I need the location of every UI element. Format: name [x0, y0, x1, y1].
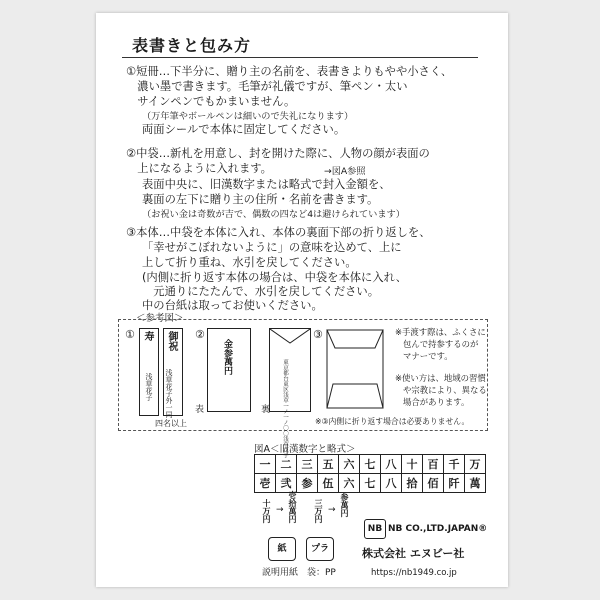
- tanzaku-oiwai: [163, 328, 183, 416]
- table-cell: 二: [276, 455, 297, 474]
- example1-to: 壱拾萬円: [288, 491, 297, 523]
- section1-line2: 濃い墨で書きます。毛筆が礼儀ですが、筆ペン・太い: [126, 80, 408, 93]
- back-address: 東京都台東区浅草一ノ一ノ〇〇浅草花子: [282, 359, 288, 458]
- section3-line5: 元通りにたたんで、水引を戻してください。: [142, 285, 380, 298]
- example1-from: 十万円: [262, 499, 271, 523]
- note-line1: ※手渡す際は、ふくさに: [395, 327, 486, 337]
- recycle-label: 説明用紙 袋：PP: [262, 568, 336, 578]
- tanzaku-kotobuki: [139, 328, 159, 416]
- nb-logo: NB: [364, 519, 386, 539]
- table-cell: 万: [465, 455, 486, 474]
- table-cell: 五: [318, 455, 339, 474]
- section2-note: （お祝い金は奇数が吉で、偶数の四など4は避けられています）: [142, 209, 405, 220]
- example2-arrow-icon: →: [328, 505, 336, 515]
- section2-line1: ②中袋…新札を用意し、封を開けた際に、人物の顔が表面の: [126, 147, 430, 160]
- kanji-row-formal: [255, 474, 486, 493]
- table-cell: 六: [339, 455, 360, 474]
- plastic-recycle-icon: プラ: [306, 537, 334, 561]
- table-cell: 一: [255, 455, 276, 474]
- section1-note: （万年筆やボールペンは細いので失礼になります）: [142, 111, 354, 122]
- table-cell: 八: [381, 455, 402, 474]
- table-cell: 千: [444, 455, 465, 474]
- table-cell: 伍: [318, 474, 339, 493]
- inner-envelope-back: [269, 328, 311, 458]
- page-title: 表書きと包み方: [132, 36, 252, 55]
- table-cell: 弐: [276, 474, 297, 493]
- section3-line4: (内側に折り返す本体の場合は、中袋を本体に入れ、: [142, 271, 407, 284]
- kanji-row-modern: [255, 455, 486, 474]
- back-label: 裏: [261, 405, 271, 415]
- folded-envelope-icon: [325, 328, 389, 412]
- section1-line3: サインペンでもかまいません。: [126, 95, 296, 108]
- instruction-card: [96, 13, 508, 587]
- table-cell: 阡: [444, 474, 465, 493]
- section3-line6: 中の台紙は取ってお使いください。: [142, 299, 323, 312]
- table-cell: 萬: [465, 474, 486, 493]
- fig1-number: ①: [125, 328, 135, 341]
- tanzaku-oiwai-name: 浅草花子外一同: [165, 369, 173, 418]
- section1-line1: ①短冊…下半分に、贈り主の名前を、表書きよりもやや小さく、: [126, 65, 453, 78]
- paper-recycle-icon: 紙: [268, 537, 296, 561]
- front-label: 表: [195, 405, 205, 415]
- tanzaku-kotobuki-top: 寿: [142, 331, 153, 341]
- example2-from: 三万円: [314, 499, 323, 523]
- section2-line2: 上になるように入れます。: [126, 162, 272, 175]
- table-cell: 六: [339, 474, 360, 493]
- table-cell: 十: [402, 455, 423, 474]
- front-amount: 金参萬円: [222, 339, 232, 375]
- table-cell: 壱: [255, 474, 276, 493]
- company-name: 株式会社 エヌビー社: [362, 547, 465, 560]
- section3-line1: ③本体…中袋を本体に入れ、本体の裏面下部の折り返しを、: [126, 226, 431, 239]
- table-cell: 三: [297, 455, 318, 474]
- kanji-table-title: 図A＜旧漢数字と略式＞: [254, 444, 356, 455]
- table-cell: 七: [360, 474, 381, 493]
- note-line6: 場合があります。: [403, 397, 470, 407]
- fig1-caption: 四名以上: [155, 419, 187, 428]
- section2-line4: 裏面の左下に贈り主の住所・名前を書きます。: [142, 193, 379, 206]
- note-line5: や宗教により、異なる: [403, 385, 487, 395]
- table-cell: 拾: [402, 474, 423, 493]
- table-cell: 佰: [423, 474, 444, 493]
- table-cell: 参: [297, 474, 318, 493]
- reference-title: ＜参考図＞: [136, 313, 184, 324]
- title-underline: [122, 57, 478, 58]
- table-cell: 八: [381, 474, 402, 493]
- brand-text: NB CO.,LTD.JAPAN®: [388, 524, 488, 534]
- tanzaku-kotobuki-name: 浅草花子: [145, 373, 153, 401]
- tanzaku-oiwai-top: 御祝: [166, 331, 177, 351]
- section3-line2: 「幸せがこぼれないように」の意味を込めて、上に: [142, 241, 402, 254]
- table-cell: 七: [360, 455, 381, 474]
- example1-arrow-icon: →: [276, 505, 284, 515]
- note-line3: マナーです。: [403, 351, 453, 361]
- fig3-number: ③: [313, 328, 323, 341]
- section1-after: 両面シールで本体に固定してください。: [142, 123, 346, 136]
- note-line4: ※使い方は、地域の習慣: [395, 373, 486, 383]
- fig2-number: ②: [195, 328, 205, 341]
- table-cell: 百: [423, 455, 444, 474]
- inner-envelope-front: [207, 328, 251, 412]
- section2-ref: →図A参照: [324, 166, 366, 177]
- envelope-flap-icon: [270, 329, 310, 345]
- example2-to: 参萬円: [340, 493, 349, 517]
- company-url: https://nb1949.co.jp: [371, 568, 457, 578]
- section3-line3: 上して折り重ね、水引を戻してください。: [142, 256, 357, 269]
- kanji-table: [254, 454, 486, 493]
- section2-line3: 表面中央に、旧漢数字または略式で封入金額を、: [142, 178, 391, 191]
- reference-footnote: ※③内側に折り返す場合は必要ありません。: [315, 417, 470, 426]
- note-line2: 包んで持参するのが: [403, 339, 479, 349]
